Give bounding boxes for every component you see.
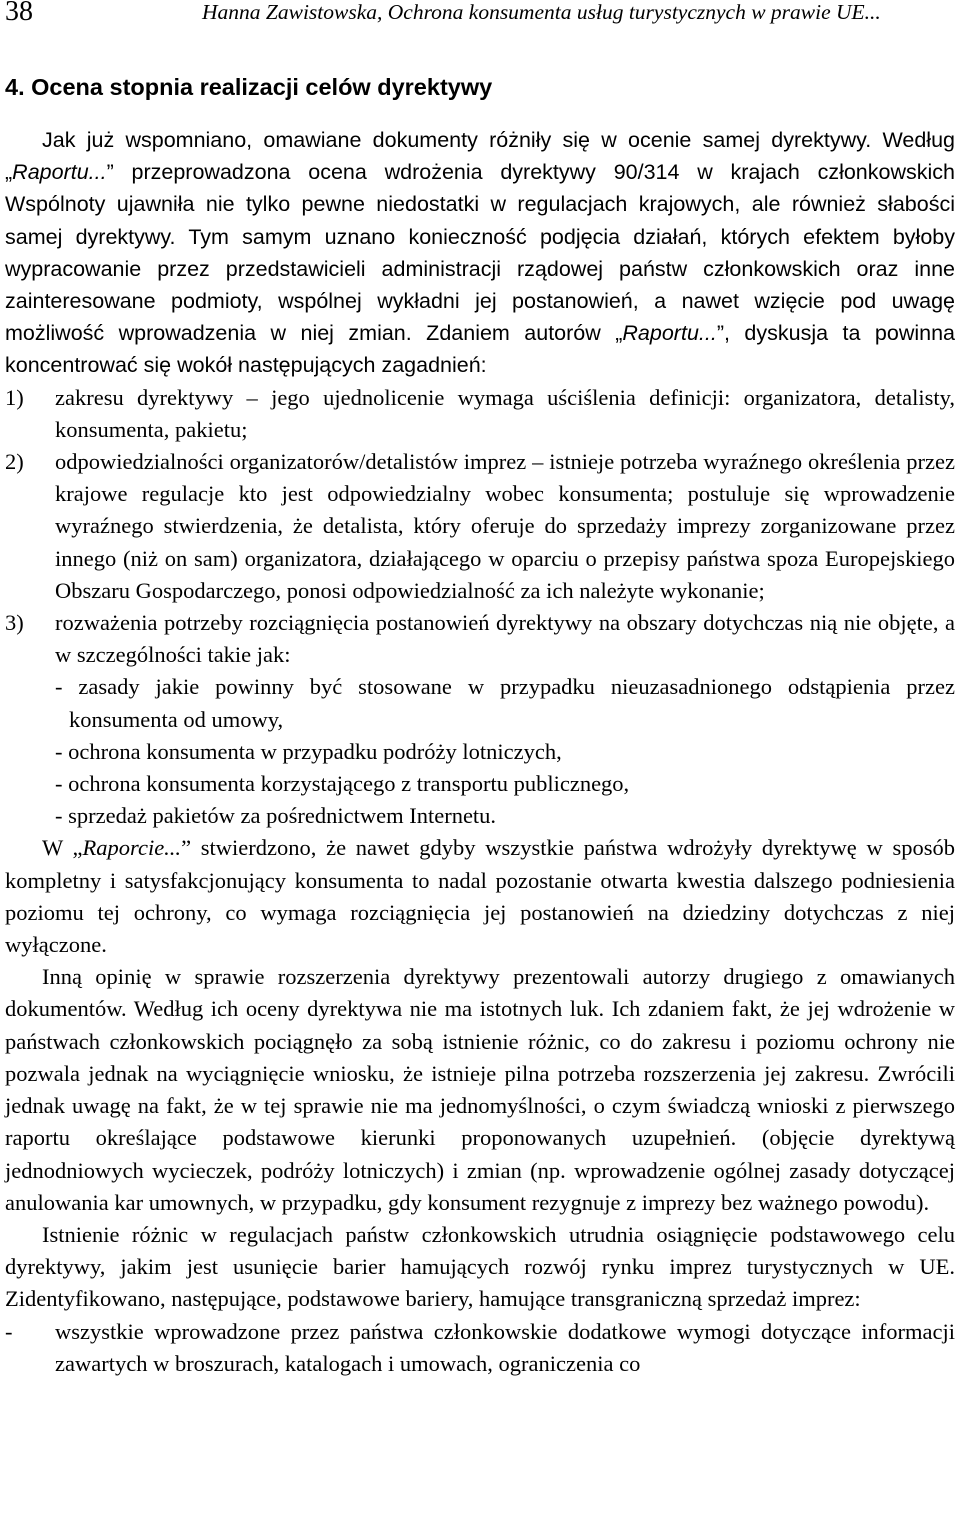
list-item-text: rozważenia potrzeby rozciągnięcia postanowień dyrektywy na obszary dotychczas nią nie objęte, a w szczególności takie jak: [55,610,955,668]
paragraph-2-text-b: ” stwierdzono, że nawet gdyby wszystkie państwa wdrożyły dyrektywę w sposób kompletny i satysfakcjonujący konsumenta to nadal pozostanie otwarta kwestia dalszego podniesienia poziomu tej ochrony, co wymaga rozciągnięcia jej postanowień na dziedziny dotychczas z niej wyłączone. [5,835,955,958]
list-item [5,382,955,446]
sublist-item: - sprzedaż pakietów za pośrednictwem Internetu. [55,803,497,829]
paragraph-1-text-a: Jak już wspomniano, omawiane dokumenty różniły się w ocenie samej dyrektywy. Według „ [5,128,955,185]
paragraph-4: Istnienie różnic w regulacjach państw członkowskich utrudnia osiągnięcie podstawowego celu dyrektywy, jakim jest usunięcie barier hamujących rozwój rynku imprez turystycznych w UE. Zidentyfikowano, następujące, podstawowe bariery, hamujące transgraniczną sprzedaż imprez: [5,1221,955,1312]
paragraph-1-text-c: ”, dyskusja ta powinna koncentrować się wokół następujących zagadnień: [5,321,955,378]
list-marker: 1) [5,384,24,410]
list-marker: 2) [5,449,24,475]
paragraph-3: Inną opinię w sprawie rozszerzenia dyrektywy prezentowali autorzy drugiego z omawianych dokumentów. Według ich oceny dyrektywa nie ma istotnych luk. Ich zdaniem fakt, że jej wdrożenie w państwach członkowskich pociągnęło za sobą istnienie różnic, co do zakresu i poziomu ochrony nie pozwala jednak na wyciągnięcie wniosku, że istnieje pilna potrzeba rozszerzenia jej zakresu. Zwrócili jednak uwagę na fakt, że w tej sprawie nie ma jednomyślności, o czym świadczą wnioski z pierwszego raportu określające podstawowe kierunki proponowanych uzupełnień. (objęcie dyrektywą jednodniowych wycieczek, podróży lotniczych) i zmian (np. wprowadzenie ogólnej zasady dotyczącej anulowania kar umownych, w przypadku, gdy konsument rezygnuje z imprezy bez ważnego powodu). [5,964,955,1215]
paragraph-1-italic-a: Raportu... [12,160,107,185]
list-item-text: odpowiedzialności organizatorów/detalistów imprez – istnieje potrzeba wyraźnego określenia przez krajowe regulacje kto jest odpowiedzialny wobec konsumenta; postuluje się wprowadzenie wyraźnego stwierdzenia, że detalista, który oferuje do sprzedaży imprezy zorganizowane przez innego (niż on sam) organizatora, działającego w oparciu o przepisy państwa spoza Europejskiego Obszaru Gospodarczego, ponosi odpowiedzialność za ich należyte wykonanie; [55,449,955,603]
page-header [5,0,955,36]
sublist-item: - ochrona konsumenta korzystającego z transportu publicznego, [55,771,630,797]
list-marker: 3) [5,610,24,636]
paragraph-2-text-a: W „ [42,835,83,861]
sublist-item: - ochrona konsumenta w przypadku podróży lotniczych, [55,738,562,764]
running-head: Hanna Zawistowska, Ochrona konsumenta usług turystycznych w prawie UE... [202,0,881,24]
list-item [5,607,955,671]
paragraph-1-italic-b: Raportu... [622,321,717,346]
section-heading: 4. Ocena stopnia realizacji celów dyrektywy [5,74,493,100]
list-item-text: zakresu dyrektywy – jego ujednolicenie wymaga uściślenia definicji: organizatora, detalisty, konsumenta, pakietu; [55,384,955,442]
body-text [5,124,955,1380]
list-marker: - [5,1318,13,1344]
paragraph-1-text-b: ” przeprowadzona ocena wdrożenia dyrektywy 90/314 w krajach członkowskich Wspólnoty ujawniła nie tylko pewne niedostatki w regulacjach krajowych, ale również słabości samej dyrektywy. Tym samym uznano konieczność podjęcia działań, których efektem byłoby wypracowanie przez przedstawicieli administracji rządowej państw członkowskich oraz inne zainteresowane podmioty, wspólnej wykładni jej postanowień, a nawet wzięcie pod uwagę możliwość wprowadzenia w niej zmian. Zdaniem autorów „ [5,160,955,346]
list-item [5,446,955,607]
list-item [5,1316,955,1380]
paragraph-2-italic: Raporcie... [82,835,182,861]
paragraph-2 [5,832,955,961]
sublist-item: - zasady jakie powinny być stosowane w przypadku nieuzasadnionego odstąpienia przez konsumenta od umowy, [55,674,955,732]
paragraph-1 [5,124,955,382]
list-item-text: wszystkie wprowadzone przez państwa członkowskie dodatkowe wymogi dotyczące informacji zawartych w broszurach, katalogach i umowach, ograniczenia co [55,1318,955,1376]
page-number: 38 [5,0,33,27]
